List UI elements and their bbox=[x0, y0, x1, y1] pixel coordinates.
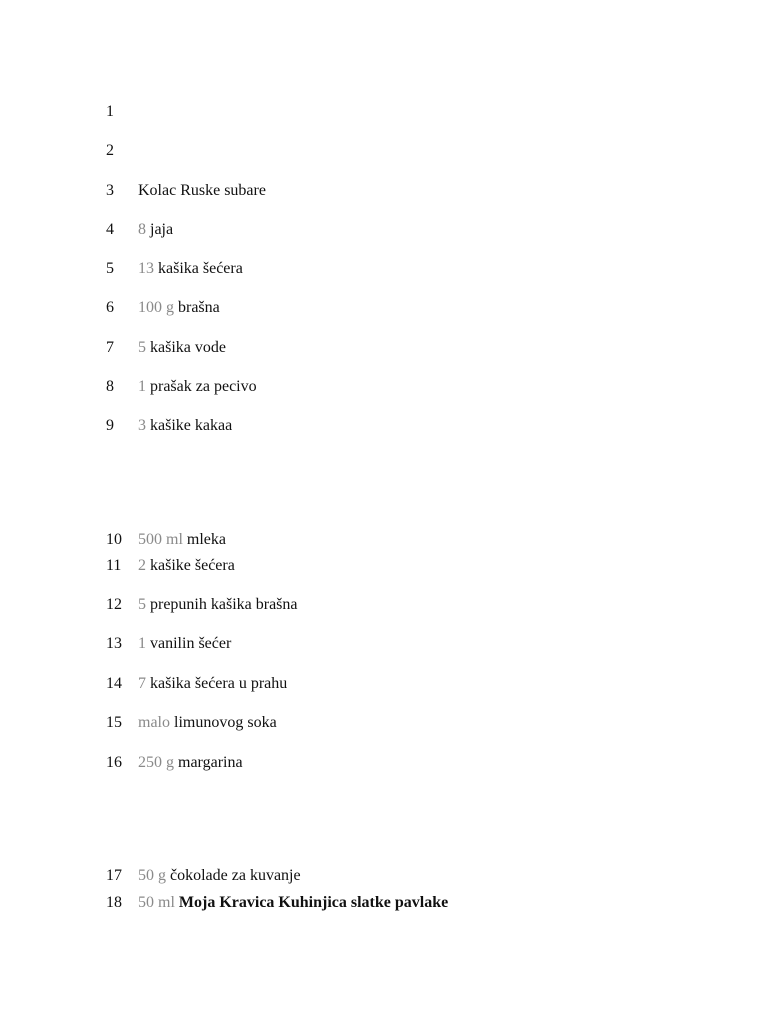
ingredient-quantity: 50 g bbox=[138, 867, 166, 884]
ingredient-quantity: 5 bbox=[138, 339, 146, 356]
ingredient-name: prašak za pecivo bbox=[150, 378, 257, 395]
ingredient-line bbox=[106, 416, 232, 436]
ingredient-name: čokolade za kuvanje bbox=[170, 867, 301, 884]
ingredient-name: kašika šećera bbox=[158, 260, 243, 277]
recipe-title-line bbox=[106, 181, 266, 201]
ingredient-quantity: 250 g bbox=[138, 754, 174, 771]
ingredient-quantity: 13 bbox=[138, 260, 154, 277]
line-number: 12 bbox=[106, 596, 122, 613]
ingredient-line bbox=[106, 220, 173, 240]
ingredient-line bbox=[106, 866, 301, 886]
line-1 bbox=[106, 102, 138, 122]
ingredient-quantity: 100 g bbox=[138, 299, 174, 316]
ingredient-line bbox=[106, 556, 235, 576]
ingredient-line bbox=[106, 893, 448, 913]
ingredient-name: brašna bbox=[178, 299, 220, 316]
recipe-title: Kolac Ruske subare bbox=[138, 182, 266, 199]
ingredient-name: mleka bbox=[186, 531, 226, 548]
ingredient-line bbox=[106, 713, 277, 733]
line-number: 17 bbox=[106, 867, 122, 884]
line-number: 15 bbox=[106, 714, 122, 731]
ingredient-line bbox=[106, 753, 243, 773]
ingredient-quantity: 1 bbox=[138, 635, 146, 652]
ingredient-quantity: 5 bbox=[138, 596, 146, 613]
ingredient-quantity: 3 bbox=[138, 417, 146, 434]
line-number: 18 bbox=[106, 894, 122, 911]
ingredient-name: Moja Kravica Kuhinjica slatke pavlake bbox=[178, 894, 449, 911]
ingredient-quantity: 50 ml bbox=[138, 894, 175, 911]
ingredient-line bbox=[106, 298, 220, 318]
ingredient-quantity: malo bbox=[138, 714, 170, 731]
ingredient-line bbox=[106, 530, 226, 550]
ingredient-line bbox=[106, 338, 226, 358]
line-number: 14 bbox=[106, 675, 122, 692]
line-number: 6 bbox=[106, 299, 114, 316]
ingredient-name: limunovog soka bbox=[174, 714, 277, 731]
ingredient-quantity: 8 bbox=[138, 221, 146, 238]
ingredient-quantity: 2 bbox=[138, 557, 146, 574]
ingredient-line bbox=[106, 634, 231, 654]
line-2 bbox=[106, 141, 138, 161]
ingredient-quantity: 7 bbox=[138, 675, 146, 692]
line-number: 4 bbox=[106, 221, 114, 238]
line-number: 1 bbox=[106, 103, 114, 120]
line-number: 10 bbox=[106, 531, 122, 548]
ingredient-line bbox=[106, 377, 257, 397]
line-number: 9 bbox=[106, 417, 114, 434]
ingredient-quantity: 500 ml bbox=[138, 531, 183, 548]
line-number: 7 bbox=[106, 339, 114, 356]
line-number: 13 bbox=[106, 635, 122, 652]
ingredient-line bbox=[106, 674, 287, 694]
ingredient-name: margarina bbox=[178, 754, 243, 771]
ingredient-quantity: 1 bbox=[138, 378, 146, 395]
line-number: 8 bbox=[106, 378, 114, 395]
ingredient-name: prepunih kašika brašna bbox=[150, 596, 298, 613]
ingredient-name: kašika šećera u prahu bbox=[150, 675, 288, 692]
ingredient-name: kašike kakaa bbox=[150, 417, 233, 434]
line-number: 5 bbox=[106, 260, 114, 277]
line-number: 2 bbox=[106, 142, 114, 159]
line-number: 3 bbox=[106, 182, 114, 199]
ingredient-line bbox=[106, 595, 298, 615]
ingredient-name: kašike šećera bbox=[150, 557, 235, 574]
ingredient-name: jaja bbox=[150, 221, 174, 238]
ingredient-name: vanilin šećer bbox=[150, 635, 232, 652]
line-number: 11 bbox=[106, 557, 122, 574]
ingredient-name: kašika vode bbox=[150, 339, 226, 356]
line-number: 16 bbox=[106, 754, 122, 771]
ingredient-line bbox=[106, 259, 243, 279]
